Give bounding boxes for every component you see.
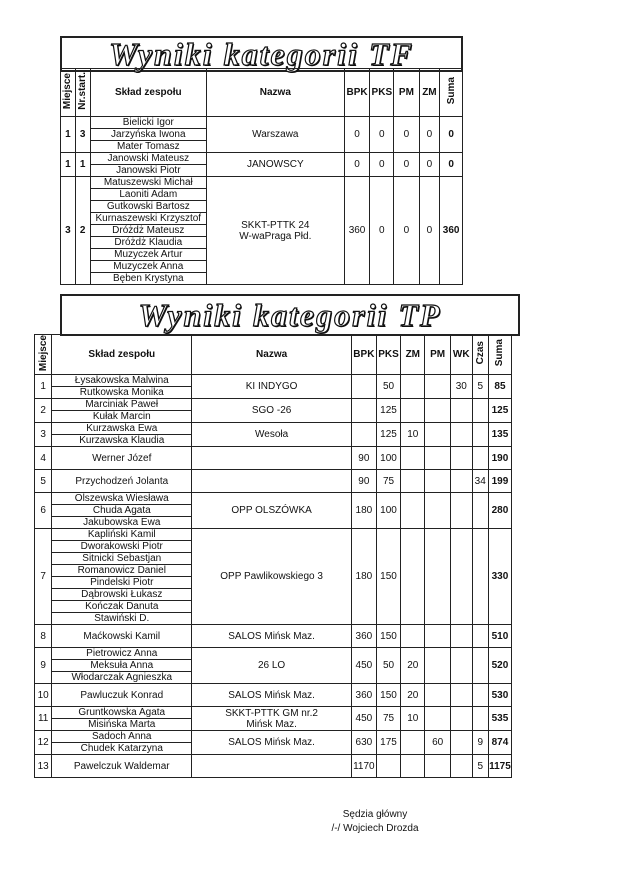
sum-cell: 199 [488, 470, 511, 493]
time-cell: 5 [472, 375, 488, 399]
zm-cell: 20 [401, 684, 425, 707]
team-members [52, 684, 192, 707]
team-member: Pawluczuk Konrad [80, 689, 164, 701]
bpk-cell [352, 375, 377, 399]
team-member: Romanowicz Daniel [52, 565, 191, 577]
team-member: Matuszewski Michał [91, 177, 206, 189]
sum-cell: 280 [488, 493, 511, 529]
header-pks: PKS [376, 335, 401, 375]
tf-title: Wyniki kategorii TF [109, 35, 414, 72]
zm-cell: 0 [419, 177, 440, 285]
team-members [52, 625, 192, 648]
place-cell: 3 [35, 423, 52, 447]
table-row [61, 153, 463, 177]
wk-cell [451, 684, 473, 707]
team-member: Werner Józef [92, 452, 152, 464]
header-bpk: BPK [352, 335, 377, 375]
team-member: Olszewska Wiesława [52, 493, 191, 505]
team-members [52, 375, 192, 399]
tf-results-table [60, 68, 463, 285]
team-member: Muzyczek Artur [91, 249, 206, 261]
team-member: Dróżdż Mateusz [91, 225, 206, 237]
zm-cell [401, 625, 425, 648]
team-members [90, 177, 206, 285]
pm-cell: 0 [394, 153, 419, 177]
wk-cell [451, 470, 473, 493]
sum-cell: 330 [488, 529, 511, 625]
zm-cell [401, 470, 425, 493]
pks-cell: 150 [376, 625, 401, 648]
team-members [52, 707, 192, 731]
table-row [35, 470, 512, 493]
wk-cell [451, 423, 473, 447]
team-member: Rutkowska Monika [79, 387, 164, 399]
signature-title: Sędzia główny [342, 809, 408, 820]
header-bpk: BPK [344, 69, 370, 117]
header-wk: WK [451, 335, 473, 375]
team-members [52, 755, 192, 778]
team-member: Kaplińskі Kamil [52, 529, 191, 541]
team-member: Kułak Marcin [92, 411, 151, 423]
pm-cell: 0 [394, 117, 419, 153]
header-miejsce: Miejsce [61, 69, 76, 117]
pm-cell [425, 447, 451, 470]
bpk-cell [352, 399, 377, 423]
team-member: Pawelczuk Waldemar [73, 760, 170, 772]
team-members [52, 423, 192, 447]
team-member: Stawiński D. [94, 613, 150, 625]
team-members [52, 493, 192, 529]
place-cell: 6 [35, 493, 52, 529]
zm-cell [401, 375, 425, 399]
pks-cell: 150 [376, 684, 401, 707]
team-name-cell: OPP Pawlikowskiego 3 [192, 529, 352, 625]
wk-cell [451, 707, 473, 731]
signature-block [300, 808, 450, 836]
zm-cell [401, 529, 425, 625]
sum-cell: 85 [488, 375, 511, 399]
header-pm: PM [425, 335, 451, 375]
team-member: Chuda Agata [52, 505, 191, 517]
tf-title-box [60, 36, 463, 72]
sum-cell: 874 [488, 731, 511, 755]
pm-cell [425, 625, 451, 648]
header-nazwa: Nazwa [192, 335, 352, 375]
time-cell [472, 529, 488, 625]
pks-cell: 125 [376, 399, 401, 423]
team-name-cell: JANOWSCY [207, 153, 345, 177]
team-member: Janowski Piotr [116, 165, 181, 176]
place-cell: 1 [35, 375, 52, 399]
header-suma: Suma [440, 69, 463, 117]
time-cell [472, 648, 488, 684]
sum-cell: 530 [488, 684, 511, 707]
team-members [52, 399, 192, 423]
pm-cell [425, 493, 451, 529]
bpk-cell: 1170 [352, 755, 377, 778]
place-cell: 13 [35, 755, 52, 778]
pks-cell: 150 [376, 529, 401, 625]
sum-cell: 510 [488, 625, 511, 648]
table-row [35, 755, 512, 778]
team-member: Gruntkowska Agata [52, 707, 191, 719]
team-member: Misińska Marta [88, 719, 156, 731]
team-member: Gutkowski Bartosz [91, 201, 206, 213]
pks-cell: 0 [370, 177, 394, 285]
place-cell: 9 [35, 648, 52, 684]
header-zm: ZM [419, 69, 440, 117]
team-member: Kurzawska Ewa [52, 423, 191, 435]
bpk-cell: 180 [352, 493, 377, 529]
zm-cell [401, 447, 425, 470]
team-member: Bielicki Igor [91, 117, 206, 129]
team-member: Jakubowska Ewa [83, 517, 161, 529]
team-member: Sitnicki Sebastjan [52, 553, 191, 565]
start-number-cell: 1 [75, 153, 90, 177]
zm-cell: 0 [419, 153, 440, 177]
place-cell: 2 [35, 399, 52, 423]
place-cell: 1 [61, 153, 76, 177]
header-suma: Suma [488, 335, 511, 375]
header-nrstart: Nr.start. [75, 69, 90, 117]
zm-cell [401, 755, 425, 778]
pks-cell: 50 [376, 648, 401, 684]
team-member: Sadoch Anna [52, 731, 191, 743]
table-row [35, 731, 512, 755]
time-cell: 9 [472, 731, 488, 755]
team-name-cell: Warszawa [207, 117, 345, 153]
zm-cell: 10 [401, 707, 425, 731]
place-cell: 10 [35, 684, 52, 707]
bpk-cell: 360 [352, 684, 377, 707]
pks-cell: 100 [376, 493, 401, 529]
team-name-cell [192, 470, 352, 493]
table-row [35, 684, 512, 707]
sum-cell: 125 [488, 399, 511, 423]
pks-cell: 0 [370, 117, 394, 153]
wk-cell [451, 493, 473, 529]
bpk-cell: 360 [352, 625, 377, 648]
wk-cell [451, 529, 473, 625]
zm-cell: 10 [401, 423, 425, 447]
header-zm: ZM [401, 335, 425, 375]
start-number-cell: 2 [75, 177, 90, 285]
wk-cell [451, 399, 473, 423]
bpk-cell: 630 [352, 731, 377, 755]
pks-cell: 0 [370, 153, 394, 177]
bpk-cell: 0 [344, 117, 370, 153]
wk-cell [451, 755, 473, 778]
place-cell: 1 [61, 117, 76, 153]
pm-cell [425, 684, 451, 707]
bpk-cell: 450 [352, 707, 377, 731]
team-members [52, 470, 192, 493]
place-cell: 3 [61, 177, 76, 285]
team-member: Pindelski Piotr [52, 577, 191, 589]
team-name-cell [192, 755, 352, 778]
zm-cell [401, 399, 425, 423]
team-members [52, 731, 192, 755]
team-members [52, 648, 192, 684]
header-czas: Czas [472, 335, 488, 375]
team-member: Przychodzeń Jolanta [75, 475, 169, 487]
team-members [52, 529, 192, 625]
pm-cell [425, 375, 451, 399]
zm-cell [401, 493, 425, 529]
table-row [61, 117, 463, 153]
team-name-cell: OPP OLSZÓWKA [192, 493, 352, 529]
time-cell [472, 447, 488, 470]
place-cell: 5 [35, 470, 52, 493]
team-member: Marciniak Paweł [52, 399, 191, 411]
team-member: Mater Tomasz [116, 141, 180, 152]
team-member: Dąbrowski Łukasz [52, 589, 191, 601]
time-cell [472, 493, 488, 529]
team-members [90, 117, 206, 153]
team-name-cell: SALOS Mińsk Maz. [192, 625, 352, 648]
time-cell: 34 [472, 470, 488, 493]
table-row [35, 375, 512, 399]
team-name-cell: SGO -26 [192, 399, 352, 423]
time-cell: 5 [472, 755, 488, 778]
header-miejsce: Miejsce [35, 335, 52, 375]
team-member: Pietrowicz Anna [52, 648, 191, 660]
pks-cell: 100 [376, 447, 401, 470]
table-row [35, 625, 512, 648]
pks-cell: 75 [376, 707, 401, 731]
team-name-cell: SALOS Mińsk Maz. [192, 684, 352, 707]
team-member: Muzyczek Anna [91, 261, 206, 273]
place-cell: 12 [35, 731, 52, 755]
signature-name: /-/ Wojciech Drozda [331, 823, 419, 834]
header-sklad: Skład zespołu [52, 335, 192, 375]
team-member: Dróżdż Klaudia [91, 237, 206, 249]
team-name-cell: 26 LO [192, 648, 352, 684]
time-cell [472, 707, 488, 731]
team-member: Janowski Mateusz [91, 153, 206, 165]
team-name-cell: KI INDYGO [192, 375, 352, 399]
time-cell [472, 423, 488, 447]
table-row [35, 399, 512, 423]
team-member: Kurzawska Klaudia [79, 435, 165, 447]
team-member: Maćkowski Kamil [83, 630, 161, 642]
time-cell [472, 625, 488, 648]
tp-title-box [60, 294, 520, 336]
team-member: Meksuła Anna [52, 660, 191, 672]
sum-cell: 0 [440, 117, 463, 153]
bpk-cell: 360 [344, 177, 370, 285]
team-members [90, 153, 206, 177]
tp-results-table [34, 334, 512, 778]
wk-cell [451, 731, 473, 755]
team-member: Jarzyńska Iwona [91, 129, 206, 141]
header-nazwa: Nazwa [207, 69, 345, 117]
table-row [35, 423, 512, 447]
bpk-cell: 450 [352, 648, 377, 684]
pm-cell [425, 707, 451, 731]
team-name-cell [192, 447, 352, 470]
team-name-cell: SKKT-PTTK 24 W-waPraga Płd. [207, 177, 345, 285]
header-sklad: Skład zespołu [90, 69, 206, 117]
zm-cell: 0 [419, 117, 440, 153]
table-row [61, 177, 463, 285]
table-row [35, 648, 512, 684]
place-cell: 11 [35, 707, 52, 731]
place-cell: 4 [35, 447, 52, 470]
sum-cell: 360 [440, 177, 463, 285]
pm-cell: 60 [425, 731, 451, 755]
team-member: Łysakowska Malwina [52, 375, 191, 387]
sum-cell: 0 [440, 153, 463, 177]
wk-cell [451, 447, 473, 470]
bpk-cell: 0 [344, 153, 370, 177]
sum-cell: 520 [488, 648, 511, 684]
bpk-cell: 90 [352, 447, 377, 470]
team-member: Włodarczak Agnieszka [71, 672, 173, 684]
team-member: Dworakowski Piotr [52, 541, 191, 553]
pm-cell: 0 [394, 177, 419, 285]
table-row [35, 707, 512, 731]
pm-cell [425, 399, 451, 423]
pm-cell [425, 648, 451, 684]
time-cell [472, 684, 488, 707]
table-row [35, 447, 512, 470]
sum-cell: 135 [488, 423, 511, 447]
team-name-cell: Wesoła [192, 423, 352, 447]
team-member: Kurnaszewski Krzysztof [91, 213, 206, 225]
time-cell [472, 399, 488, 423]
pks-cell: 125 [376, 423, 401, 447]
team-name-cell: SALOS Mińsk Maz. [192, 731, 352, 755]
team-member: Chudek Katarzyna [80, 743, 163, 755]
team-member: Bęben Krystyna [112, 273, 184, 284]
team-member: Kończak Danuta [52, 601, 191, 613]
zm-cell: 20 [401, 648, 425, 684]
pks-cell: 175 [376, 731, 401, 755]
table-row [35, 529, 512, 625]
pm-cell [425, 755, 451, 778]
place-cell: 8 [35, 625, 52, 648]
pks-cell: 50 [376, 375, 401, 399]
sum-cell: 190 [488, 447, 511, 470]
pm-cell [425, 423, 451, 447]
wk-cell: 30 [451, 375, 473, 399]
pks-cell: 75 [376, 470, 401, 493]
start-number-cell: 3 [75, 117, 90, 153]
pm-cell [425, 529, 451, 625]
table-row [35, 493, 512, 529]
wk-cell [451, 648, 473, 684]
team-name-cell: SKKT-PTTK GM nr.2 Mińsk Maz. [192, 707, 352, 731]
pks-cell [376, 755, 401, 778]
place-cell: 7 [35, 529, 52, 625]
bpk-cell [352, 423, 377, 447]
team-members [52, 447, 192, 470]
team-member: Laoniti Adam [91, 189, 206, 201]
sum-cell: 1175 [488, 755, 511, 778]
pm-cell [425, 470, 451, 493]
header-pm: PM [394, 69, 419, 117]
tp-title: Wyniki kategorii TP [138, 296, 442, 333]
zm-cell [401, 731, 425, 755]
sum-cell: 535 [488, 707, 511, 731]
wk-cell [451, 625, 473, 648]
bpk-cell: 180 [352, 529, 377, 625]
bpk-cell: 90 [352, 470, 377, 493]
header-pks: PKS [370, 69, 394, 117]
